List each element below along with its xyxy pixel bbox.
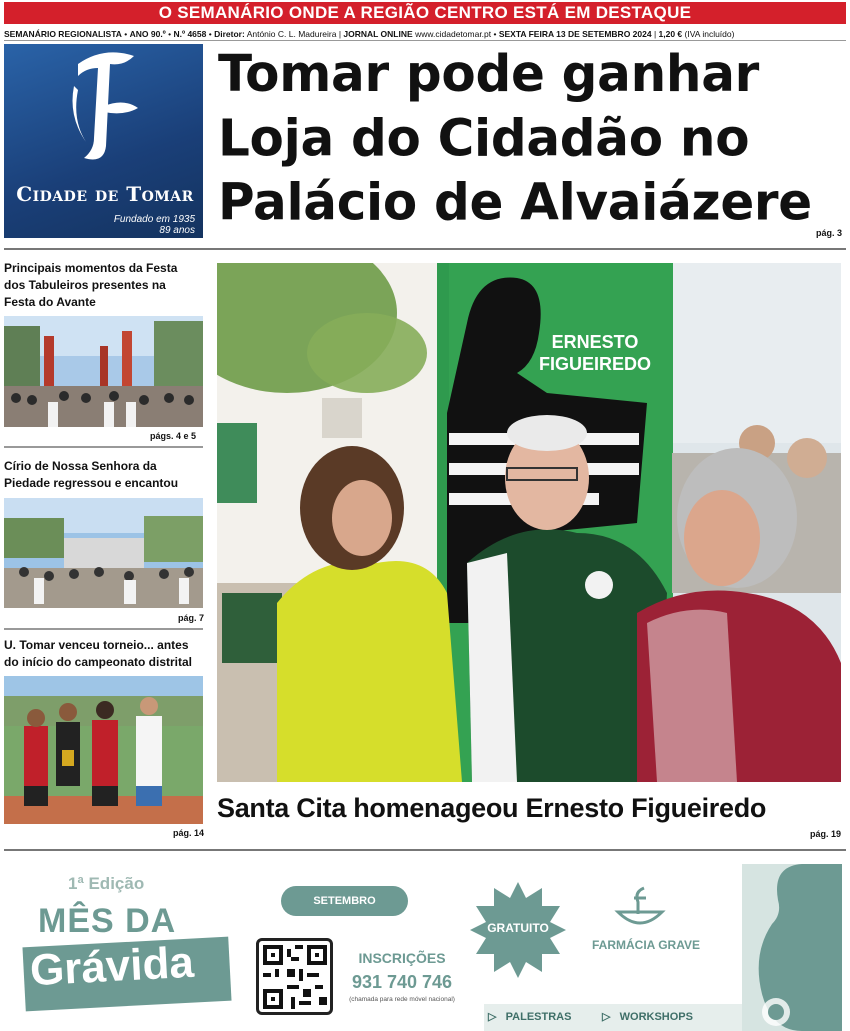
ad-phone-note: (chamada para rede móvel nacional) bbox=[349, 996, 455, 1003]
logo-founded bbox=[114, 214, 195, 236]
pharmacy-advertisement[interactable] bbox=[0, 854, 850, 1031]
photo-subheadline[interactable]: Santa Cita homenageou Ernesto Figueiredo bbox=[217, 793, 767, 823]
main-headline[interactable]: Tomar pode ganhar Loja do Cidadão no Palácio de Alvaiázere bbox=[218, 44, 812, 232]
headline-page-ref: pág. 3 bbox=[815, 228, 842, 238]
ad-edition: 1ª Edição bbox=[68, 874, 145, 893]
side-story-1-page: págs. 4 e 5 bbox=[149, 431, 196, 441]
website[interactable]: www.cidadetomar.pt bbox=[415, 29, 492, 39]
director-name: António C. L. Madureira bbox=[246, 29, 337, 39]
issue-date: SEXTA FEIRA 13 DE SETEMBRO 2024 bbox=[498, 29, 652, 39]
divider bbox=[4, 849, 846, 851]
ad-registration-label: INSCRIÇÕES bbox=[358, 950, 446, 966]
qr-code-icon[interactable] bbox=[256, 938, 333, 1015]
ad-free-label: GRATUITO bbox=[487, 921, 549, 935]
side-story-3-photo[interactable] bbox=[4, 676, 203, 824]
ad-workshops bbox=[602, 1010, 693, 1023]
ad-month-pill: SETEMBRO bbox=[281, 886, 408, 916]
side-story-2-photo[interactable] bbox=[4, 498, 203, 608]
chevron-right-icon: ▷ bbox=[602, 1011, 611, 1023]
issue-number: N.º 4658 bbox=[173, 29, 207, 39]
side-divider bbox=[4, 446, 203, 448]
pregnant-silhouette-panel bbox=[742, 864, 842, 1031]
ad-title-line1: MÊS DA bbox=[38, 902, 177, 940]
ad-talks bbox=[488, 1010, 571, 1023]
divider bbox=[4, 248, 846, 250]
online-label: JORNAL ONLINE bbox=[343, 29, 413, 39]
price-tax: (IVA incluído) bbox=[684, 29, 735, 39]
ad-phone[interactable]: 931 740 746 bbox=[351, 972, 453, 992]
paper-type: SEMANÁRIO REGIONALISTA bbox=[4, 29, 122, 39]
main-photo[interactable] bbox=[217, 263, 841, 782]
masthead-info-line: SEMANÁRIO REGIONALISTA • ANO 90.º • N.º 4658 • Diretor: António C. L. Madureira | JORNAL ONLINE www.cidadetomar.pt • SEXTA FEIRA 13 DE SETEMBRO 2024 | 1,20 € (IVA incluído) bbox=[4, 27, 846, 41]
founded-year: Fundado em 1935 bbox=[113, 214, 195, 225]
top-banner: O SEMANÁRIO ONDE A REGIÃO CENTRO ESTÁ EM DESTAQUE bbox=[4, 2, 846, 24]
chevron-right-icon: ▷ bbox=[488, 1011, 497, 1023]
ad-title-line2: Grávida bbox=[28, 937, 196, 996]
logo-letter-icon bbox=[64, 46, 144, 166]
ad-workshops-label: WORKSHOPS bbox=[619, 1011, 693, 1023]
paper-year: ANO 90.º bbox=[129, 29, 166, 39]
ad-talks-label: PALESTRAS bbox=[505, 1011, 572, 1023]
years-count: 89 anos bbox=[159, 225, 195, 236]
side-divider bbox=[4, 628, 203, 630]
side-story-3-title[interactable]: U. Tomar venceu torneio... antes do início do campeonato distrital bbox=[4, 638, 193, 669]
side-story-2-title[interactable]: Círio de Nossa Senhora da Piedade regressou e encantou bbox=[4, 459, 179, 490]
price: 1,20 € bbox=[658, 29, 683, 39]
director-label: Diretor: bbox=[214, 29, 245, 39]
pregnant-woman-icon bbox=[742, 864, 842, 1031]
side-story-3-page: pág. 14 bbox=[172, 828, 204, 838]
logo-name: Cidade de Tomar bbox=[16, 182, 194, 206]
subhead-page-ref: pág. 19 bbox=[809, 829, 841, 839]
side-story-2-page: pág. 7 bbox=[177, 613, 204, 623]
sign-text: ERNESTO FIGUEIREDO bbox=[538, 332, 652, 374]
masthead-logo bbox=[4, 44, 203, 238]
ad-pharmacy-name: FARMÁCIA GRAVE bbox=[592, 938, 700, 952]
pharmacy-mortar-icon bbox=[612, 884, 668, 932]
side-story-1-photo[interactable] bbox=[4, 316, 203, 427]
side-story-1-title[interactable]: Principais momentos da Festa dos Tabuleiros presentes na Festa do Avante bbox=[4, 261, 178, 309]
